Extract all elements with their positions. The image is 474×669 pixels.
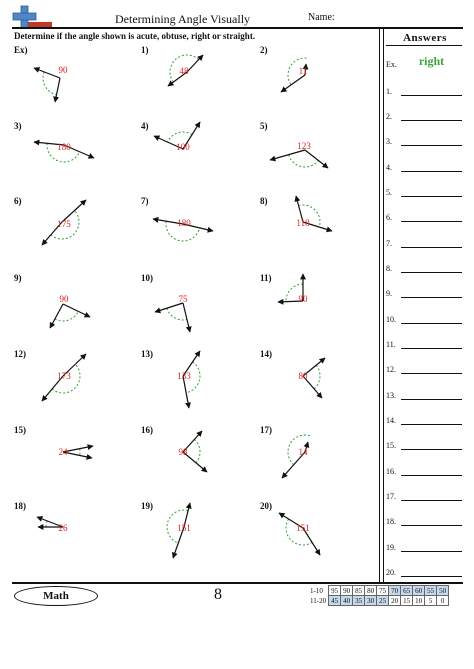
answer-row-11[interactable] <box>386 336 466 350</box>
answer-row-8[interactable] <box>386 260 466 274</box>
problem-number: 11) <box>260 273 272 283</box>
angle-ray <box>34 68 60 78</box>
answer-number: 7. <box>386 239 392 248</box>
angle-measure: 26 <box>58 523 68 533</box>
angle-figure <box>154 122 200 152</box>
answer-row-example <box>386 56 466 70</box>
answer-row-1[interactable] <box>386 83 466 97</box>
answer-line[interactable] <box>401 297 462 298</box>
score-cell: 15 <box>401 596 413 606</box>
answer-number: 3. <box>386 137 392 146</box>
answer-number: 4. <box>386 163 392 172</box>
score-cell: 80 <box>365 586 377 596</box>
footer-divider <box>12 582 463 584</box>
answer-number: 5. <box>386 188 392 197</box>
score-cell: 50 <box>437 586 449 596</box>
angle-figure <box>296 196 332 231</box>
score-cell: 90 <box>341 586 353 596</box>
answer-row-14[interactable] <box>386 412 466 426</box>
answer-number: 18. <box>386 517 396 526</box>
answer-row-9[interactable] <box>386 285 466 299</box>
problem-number: 19) <box>141 501 153 511</box>
angle-measure: 175 <box>57 219 71 229</box>
angle-measure: 75 <box>178 294 188 304</box>
answer-column-divider <box>379 29 384 582</box>
problem-number: 18) <box>14 501 26 511</box>
answer-number: 2. <box>386 112 392 121</box>
score-cell: 25 <box>377 596 389 606</box>
angle-arc <box>46 521 47 527</box>
score-cell: 5 <box>425 596 437 606</box>
angle-measure: 180 <box>177 218 191 228</box>
answer-line[interactable] <box>401 500 462 501</box>
answer-line[interactable] <box>401 551 462 552</box>
answer-number: 6. <box>386 213 392 222</box>
answer-number: 15. <box>386 441 396 450</box>
problem-number: 4) <box>141 121 149 131</box>
answer-line[interactable] <box>401 221 462 222</box>
angle-measure: 98 <box>178 447 188 457</box>
angle-measure: 123 <box>297 141 311 151</box>
answer-line[interactable] <box>401 525 462 526</box>
angle-arc <box>194 439 200 462</box>
angle-measure: 133 <box>177 371 191 381</box>
answer-number: 16. <box>386 467 396 476</box>
score-cell: 60 <box>413 586 425 596</box>
angle-measure: 90 <box>59 294 69 304</box>
answer-line[interactable] <box>401 145 462 146</box>
problem-number: 16) <box>141 425 153 435</box>
angle-measure: 24 <box>58 447 68 457</box>
problem-number: 3) <box>14 121 22 131</box>
answer-line[interactable] <box>401 348 462 349</box>
angle-measure: 14 <box>298 447 308 457</box>
angle-measure: 48 <box>179 66 189 76</box>
angle-figure <box>281 58 307 92</box>
angle-figure <box>34 142 94 162</box>
angle-ray <box>63 304 90 317</box>
angle-figure <box>167 503 191 558</box>
answers-heading-rule <box>386 45 462 46</box>
angle-figure <box>37 517 68 533</box>
score-cell: 0 <box>437 596 449 606</box>
angle-measure: 100 <box>176 142 190 152</box>
angle-ray <box>183 303 190 332</box>
answer-number: 14. <box>386 416 396 425</box>
answer-number: 17. <box>386 492 396 501</box>
problem-number: 5) <box>260 121 268 131</box>
answers-heading: Answers <box>403 32 447 44</box>
angle-figure <box>299 358 326 398</box>
answer-number: 1. <box>386 87 392 96</box>
angle-figure <box>270 141 328 168</box>
score-cell: 30 <box>365 596 377 606</box>
score-row-label: 11-20 <box>310 596 327 605</box>
angle-measure: 11 <box>298 66 308 76</box>
answer-line[interactable] <box>401 171 462 172</box>
answer-row-20[interactable] <box>386 564 466 578</box>
angle-ray <box>281 75 305 92</box>
angle-figure <box>282 435 310 478</box>
answer-line[interactable] <box>401 272 462 273</box>
angle-figure <box>177 351 200 408</box>
score-cell: 55 <box>425 586 437 596</box>
score-cell: 35 <box>353 596 365 606</box>
problem-number: 1) <box>141 45 149 55</box>
problem-number: 10) <box>141 273 153 283</box>
worksheet-title: Determining Angle Visually <box>115 12 251 26</box>
answer-row-19[interactable] <box>386 539 466 553</box>
problem-number: 14) <box>260 349 272 359</box>
page-number: 8 <box>214 586 222 603</box>
answer-line[interactable] <box>401 576 462 577</box>
name-label: Name: <box>308 12 335 23</box>
angle-figure <box>168 55 203 86</box>
score-cell: 65 <box>401 586 413 596</box>
angle-ray <box>50 304 63 328</box>
answer-row-10[interactable] <box>386 311 466 325</box>
answer-number: 8. <box>386 264 392 273</box>
answer-row-15[interactable] <box>386 437 466 451</box>
score-cell: 75 <box>377 586 389 596</box>
answer-number: 20. <box>386 568 396 577</box>
answer-line[interactable] <box>401 120 462 121</box>
angle-figure <box>42 200 86 245</box>
answer-line[interactable] <box>401 247 462 248</box>
score-row-label: 1-10 <box>310 586 323 595</box>
angle-figure <box>50 294 90 328</box>
score-row <box>309 596 449 606</box>
score-row <box>309 586 449 596</box>
angle-measure: 151 <box>177 523 191 533</box>
angle-ray <box>305 150 328 168</box>
angle-ray <box>63 446 93 452</box>
answer-number: 12. <box>386 365 396 374</box>
answer-row-13[interactable] <box>386 387 466 401</box>
answer-line[interactable] <box>401 475 462 476</box>
angle-measure: 173 <box>57 371 71 381</box>
answer-line[interactable] <box>401 449 462 450</box>
answer-row-3[interactable] <box>386 133 466 147</box>
problem-number: 8) <box>260 196 268 206</box>
angle-arc <box>167 308 187 320</box>
score-cell: 85 <box>353 586 365 596</box>
instructions: Determine if the angle shown is acute, obtuse, right or straight. <box>14 31 256 41</box>
answer-number: 11. <box>386 340 396 349</box>
score-cell: 95 <box>329 586 341 596</box>
answer-number: 19. <box>386 543 396 552</box>
answer-value: right <box>418 54 445 68</box>
problem-number: 20) <box>260 501 272 511</box>
problem-number: 13) <box>141 349 153 359</box>
answer-row-16[interactable] <box>386 463 466 477</box>
score-cell: 45 <box>329 596 341 606</box>
answer-row-6[interactable] <box>386 209 466 223</box>
angle-figure <box>59 446 94 458</box>
answer-line[interactable] <box>401 95 462 96</box>
angle-measure: 80 <box>298 371 308 381</box>
angle-arc <box>314 365 320 389</box>
angle-figure <box>279 513 320 555</box>
angle-figure <box>153 218 213 241</box>
score-cell: 10 <box>413 596 425 606</box>
score-cell: 70 <box>389 586 401 596</box>
angle-ray <box>55 78 60 102</box>
answer-number: Ex. <box>386 60 397 69</box>
problem-number: 15) <box>14 425 26 435</box>
angle-measure: 180 <box>57 142 71 152</box>
angle-ray <box>270 150 305 160</box>
problem-number: 12) <box>14 349 26 359</box>
angle-figure <box>179 431 208 472</box>
problem-number: 17) <box>260 425 272 435</box>
score-table <box>309 585 449 606</box>
answer-line[interactable] <box>401 399 462 400</box>
problem-number: 6) <box>14 196 22 206</box>
answer-row-2[interactable] <box>386 108 466 122</box>
problem-number: 7) <box>141 196 149 206</box>
answer-line[interactable] <box>401 196 462 197</box>
answer-line[interactable] <box>401 373 462 374</box>
score-cell: 20 <box>389 596 401 606</box>
angle-measure: 90 <box>58 65 68 75</box>
problem-number: 2) <box>260 45 268 55</box>
angle-figure <box>34 65 68 102</box>
angle-figure <box>278 274 308 304</box>
answer-line[interactable] <box>401 323 462 324</box>
angle-figure <box>42 354 86 401</box>
answer-line[interactable] <box>401 424 462 425</box>
answer-row-5[interactable] <box>386 184 466 198</box>
angle-measure: 151 <box>296 523 310 533</box>
answer-number: 13. <box>386 391 396 400</box>
answer-number: 9. <box>386 289 392 298</box>
answer-row-12[interactable] <box>386 361 466 375</box>
angle-ray <box>155 303 183 312</box>
answer-number: 10. <box>386 315 396 324</box>
score-cell: 40 <box>341 596 353 606</box>
answer-row-17[interactable] <box>386 488 466 502</box>
problem-number: Ex) <box>14 45 28 55</box>
subject-badge: Math <box>14 586 98 606</box>
answer-row-7[interactable] <box>386 235 466 249</box>
problem-number: 9) <box>14 273 22 283</box>
answer-row-18[interactable] <box>386 513 466 527</box>
angle-figure <box>155 294 190 332</box>
angle-measure: 118 <box>296 218 310 228</box>
answer-row-4[interactable] <box>386 159 466 173</box>
angle-measure: 90 <box>298 294 308 304</box>
